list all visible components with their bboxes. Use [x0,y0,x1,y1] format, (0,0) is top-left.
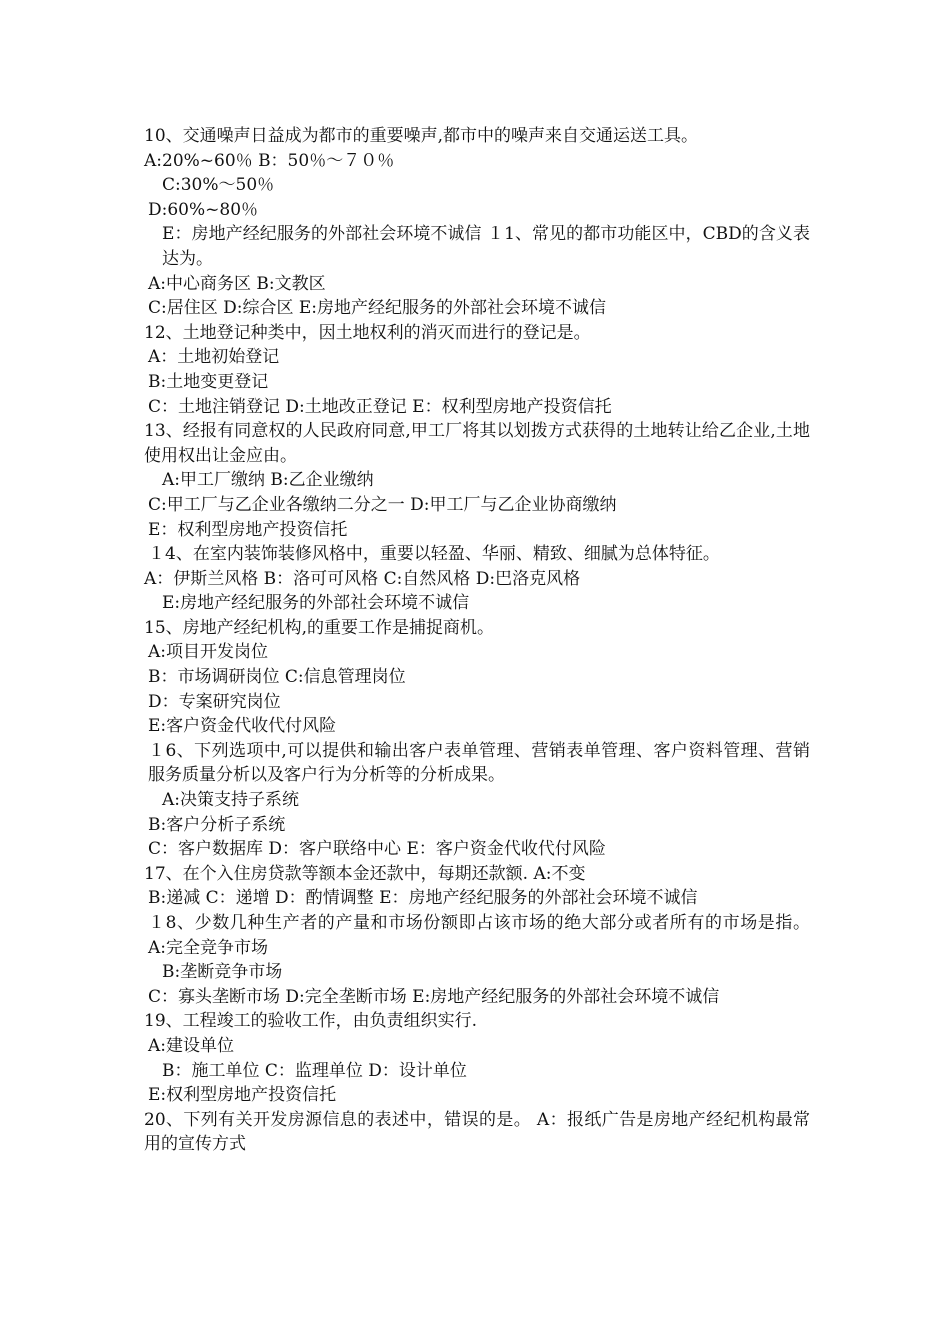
question-17: 17、在个入住房贷款等额本金还款中，每期还款额. A:不变 [144,863,586,884]
option-line: C:甲工厂与乙企业各缴纳二分之一 D:甲工厂与乙企业协商缴纳 [148,494,617,515]
option-line: A:中心商务区 B:文教区 [148,273,326,294]
question-11: E：房地产经纪服务的外部社会环境不诚信 １1、常见的都市功能区中，CBD的含义表达为。 [162,224,810,269]
question-19: 19、工程竣工的验收工作，由负责组织实行. [144,1011,478,1032]
question-13: 13、经报有同意权的人民政府同意,甲工厂将其以划拨方式获得的土地转让给乙企业,土地使用权出让金应由。 [144,421,810,466]
option-line: B:垄断竞争市场 [162,962,283,983]
option-line: D：专案研究岗位 [148,691,281,712]
option-line: C:30%～50％ [162,175,275,196]
option-line: E:客户资金代收代付风险 [148,716,337,737]
option-line: E：权利型房地产投资信托 [148,519,348,540]
option-line: B：施工单位 C：监理单位 D：设计单位 [162,1060,467,1081]
question-15: 15、房地产经纪机构,的重要工作是捕捉商机。 [144,617,495,638]
question-10: 10、交通噪声日益成为都市的重要噪声,都市中的噪声来自交通运送工具。 [144,126,699,146]
option-line: E:房地产经纪服务的外部社会环境不诚信 [162,593,470,614]
option-line: A:建设单位 [148,1035,235,1056]
option-line: A：土地初始登记 [148,347,280,368]
option-line: C：土地注销登记 D:土地改正登记 E：权利型房地产投资信托 [148,396,612,417]
question-14: １4、在室内装饰装修风格中，重要以轻盈、华丽、精致、细腻为总体特征。 [148,544,720,565]
option-line: C：寡头垄断市场 D:完全垄断市场 E:房地产经纪服务的外部社会环境不诚信 [148,986,720,1007]
document-body [144,124,810,1157]
option-line: B:土地变更登记 [148,371,269,392]
option-line: E:权利型房地产投资信托 [148,1085,337,1106]
option-line: A:项目开发岗位 [148,642,269,663]
option-line: B:客户分析子系统 [148,814,286,835]
option-line: A:决策支持子系统 [162,790,300,811]
option-line: C:居住区 D:综合区 E:房地产经纪服务的外部社会环境不诚信 [148,298,607,319]
question-18: １8、少数几种生产者的产量和市场份额即占该市场的绝大部分或者所有的市场是指。 A:完全竞争市场 [148,913,810,958]
question-12: 12、土地登记种类中，因土地权利的消灭而进行的登记是。 [144,322,591,343]
question-16: １6、下列选项中,可以提供和输出客户表单管理、营销表单管理、客户资料管理、营销服务质量分析以及客户行为分析等的分析成果。 [148,740,810,786]
option-line: B：市场调研岗位 C:信息管理岗位 [148,667,406,688]
question-20: 20、下列有关开发房源信息的表述中，错误的是。 A：报纸广告是房地产经纪机构最常用的宣传方式 [144,1109,810,1155]
option-line: C：客户数据库 D：客户联络中心 E：客户资金代收代付风险 [148,839,606,860]
option-line: A:甲工厂缴纳 B:乙企业缴纳 [162,470,374,491]
option-line: A：伊斯兰风格 B：洛可可风格 C:自然风格 D:巴洛克风格 [144,568,581,589]
option-line: B:递减 C：递增 D：酌情调整 E：房地产经纪服务的外部社会环境不诚信 [148,888,698,909]
option-line: A:20%~60％ B：50％～７０％ [144,150,395,171]
option-line: D:60%~80％ [148,199,259,220]
